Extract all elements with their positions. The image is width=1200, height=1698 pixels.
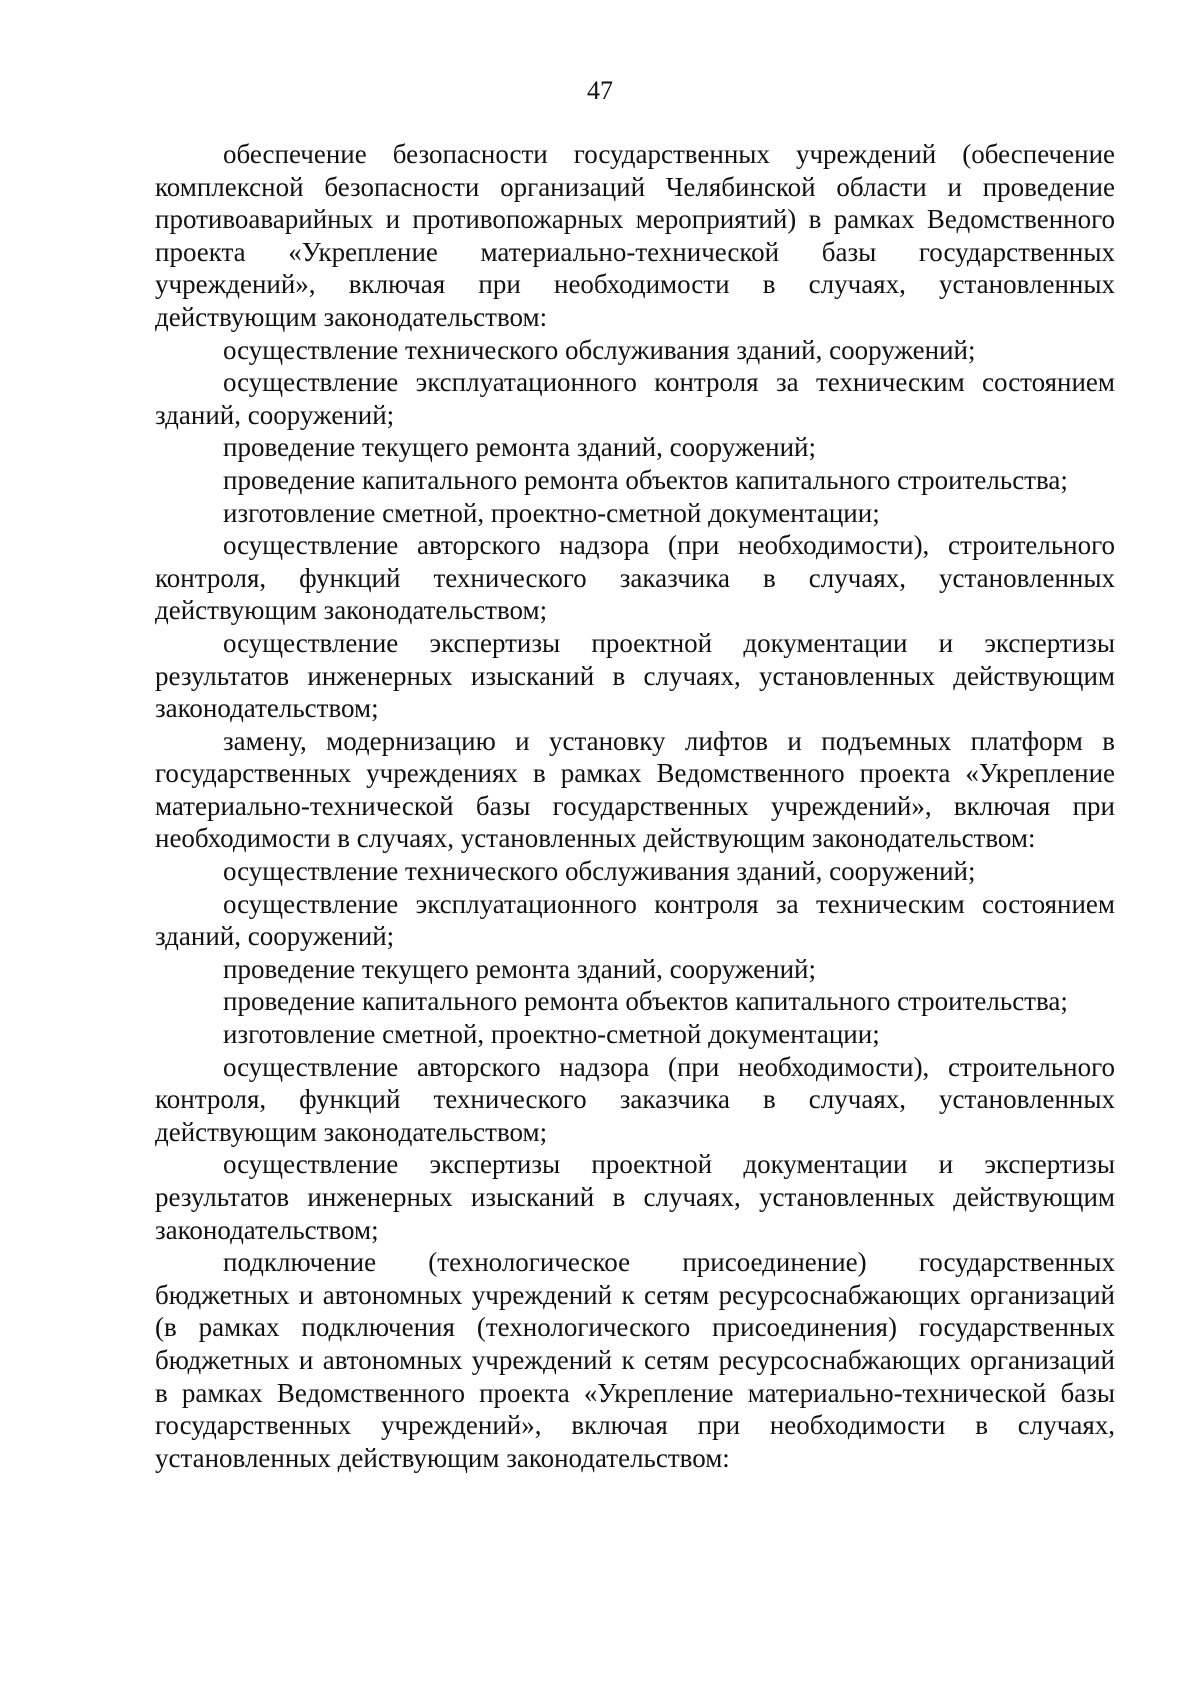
- paragraph-estimate-docs: изготовление сметной, проектно-сметной документации;: [223, 497, 880, 528]
- paragraph-expertise: осуществление экспертизы проектной документации и экспертизы результатов инженерных изысканий в случаях, установленных действующим законодательством;: [155, 627, 1115, 724]
- paragraph-capital-repair: проведение капитального ремонта объектов капитального строительства;: [223, 464, 1068, 495]
- paragraph-current-repair: проведение текущего ремонта зданий, сооружений;: [223, 953, 816, 984]
- paragraph-operational-control: осуществление эксплуатационного контроля за техническим состоянием зданий, сооружений;: [155, 367, 1115, 430]
- paragraph-operational-control: осуществление эксплуатационного контроля за техническим состоянием зданий, сооружений;: [155, 888, 1115, 952]
- document-body: [155, 138, 1115, 1474]
- page-number: 47: [587, 76, 613, 105]
- paragraph-current-repair: проведение текущего ремонта зданий, сооружений;: [223, 432, 816, 463]
- paragraph-maintenance: осуществление технического обслуживания зданий, сооружений;: [223, 856, 976, 887]
- paragraph-elevators: замену, модернизацию и установку лифтов и подъемных платформ в государственных учреждениях в рамках Ведомственного проекта «Укрепление материально-технической базы государственных учреждений», включая при необходимости в случаях, установленных действующим законодательством:: [155, 725, 1115, 854]
- paragraph-network-connection: подключение (технологическое присоединение) государственных бюджетных и автономных учреждений к сетям ресурсоснабжающих организаций (в рамках подключения (технологического присоединения) государственных бюджетных и автономных учреждений к сетям ресурсоснабжающих организаций в рамках Ведомственного проекта «Укрепление материально-технической базы государственных учреждений», включая при необходимости в случаях, установленных действующим законодательством:: [155, 1247, 1115, 1473]
- paragraph-estimate-docs: изготовление сметной, проектно-сметной документации;: [223, 1019, 880, 1050]
- paragraph-supervision: осуществление авторского надзора (при необходимости), строительного контроля, функций технического заказчика в случаях, установленных действующим законодательством;: [155, 530, 1115, 626]
- paragraph-expertise: осуществление экспертизы проектной документации и экспертизы результатов инженерных изысканий в случаях, установленных действующим законодательством;: [155, 1149, 1115, 1245]
- paragraph-capital-repair: проведение капитального ремонта объектов капитального строительства;: [223, 986, 1068, 1017]
- paragraph-supervision: осуществление авторского надзора (при необходимости), строительного контроля, функций технического заказчика в случаях, установленных действующим законодательством;: [155, 1051, 1115, 1147]
- paragraph-maintenance: осуществление технического обслуживания зданий, сооружений;: [223, 334, 976, 365]
- paragraph-security: обеспечение безопасности государственных учреждений (обеспечение комплексной безопасности организаций Челябинской области и проведение противоаварийных и противопожарных мероприятий) в рамках Ведомственного проекта «Укрепление материально-технической базы государственных учреждений», включая при необходимости в случаях, установленных действующим законодательством:: [155, 139, 1115, 332]
